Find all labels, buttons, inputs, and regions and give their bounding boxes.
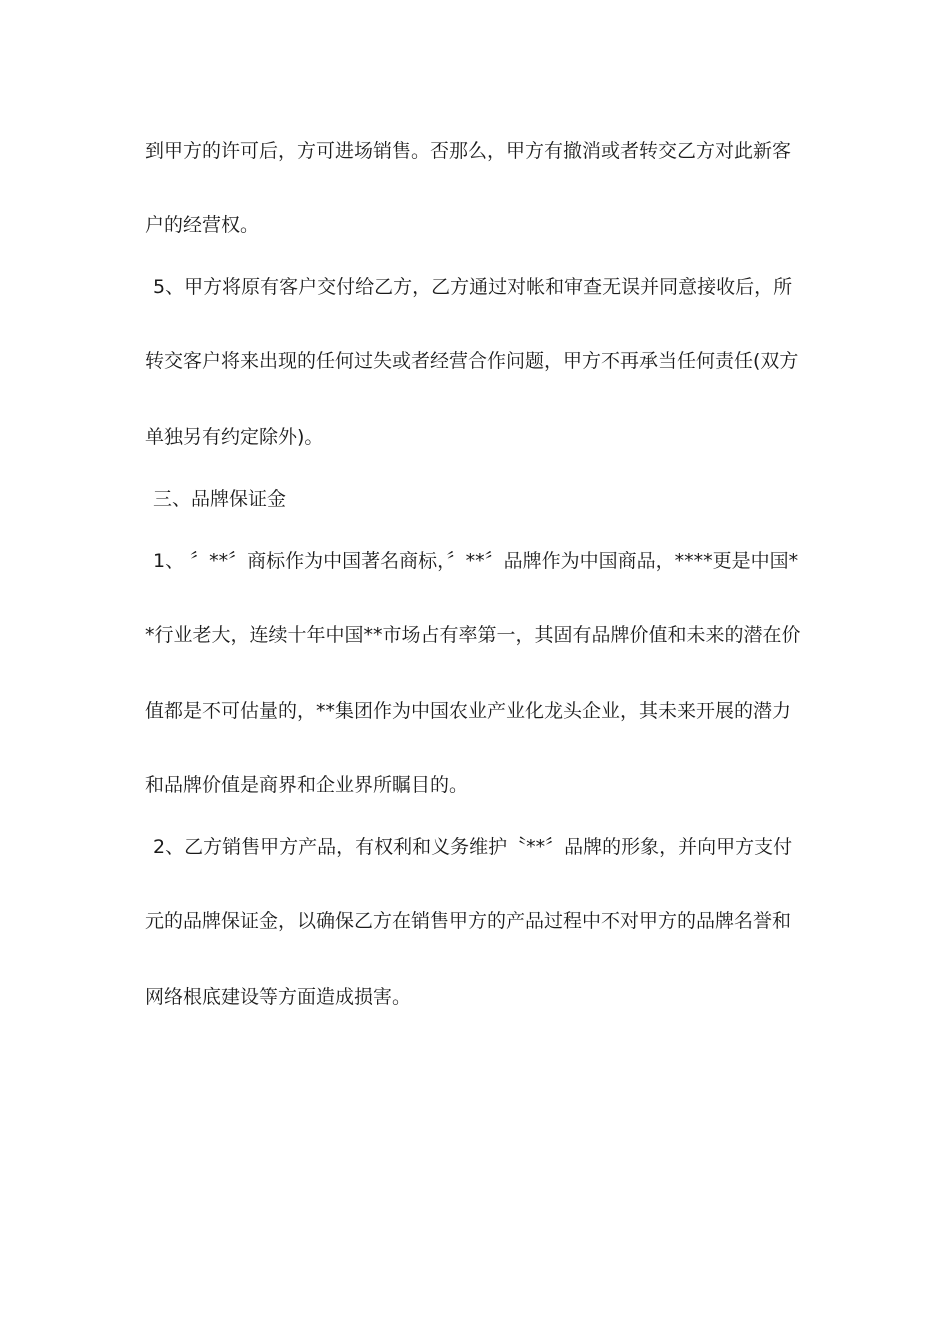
paragraph-line: 到甲方的许可后，方可进场销售。否那么，甲方有撤消或者转交乙方对此新客	[145, 140, 792, 162]
clause-5-line: 5、甲方将原有客户交付给乙方，乙方通过对帐和审查无误并同意接收后，所	[153, 276, 793, 298]
paragraph-line: 元的品牌保证金，以确保乙方在销售甲方的产品过程中不对甲方的品牌名誉和	[145, 910, 792, 932]
section-heading: 三、品牌保证金	[153, 488, 287, 510]
paragraph-line: 网络根底建设等方面造成损害。	[145, 986, 412, 1008]
paragraph-line: 户的经营权。	[145, 214, 260, 236]
paragraph-line: 转交客户将来出现的任何过失或者经营合作问题，甲方不再承当任何责任(双方	[145, 350, 799, 372]
paragraph-line: 单独另有约定除外)。	[145, 426, 324, 448]
clause-1-line: 1、 〞**〞商标作为中国著名商标，〞**〞品牌作为中国商品，****更是中国*	[153, 550, 799, 572]
paragraph-line: 和品牌价值是商界和企业界所瞩目的。	[145, 774, 469, 796]
paragraph-line: *行业老大，连续十年中国**市场占有率第一，其固有品牌价值和未来的潜在价	[145, 624, 801, 646]
paragraph-line: 值都是不可估量的，**集团作为中国农业产业化龙头企业，其未来开展的潜力	[145, 700, 792, 722]
clause-2-line: 2、乙方销售甲方产品，有权利和义务维护〝**〞品牌的形象，并向甲方支付	[153, 836, 793, 858]
